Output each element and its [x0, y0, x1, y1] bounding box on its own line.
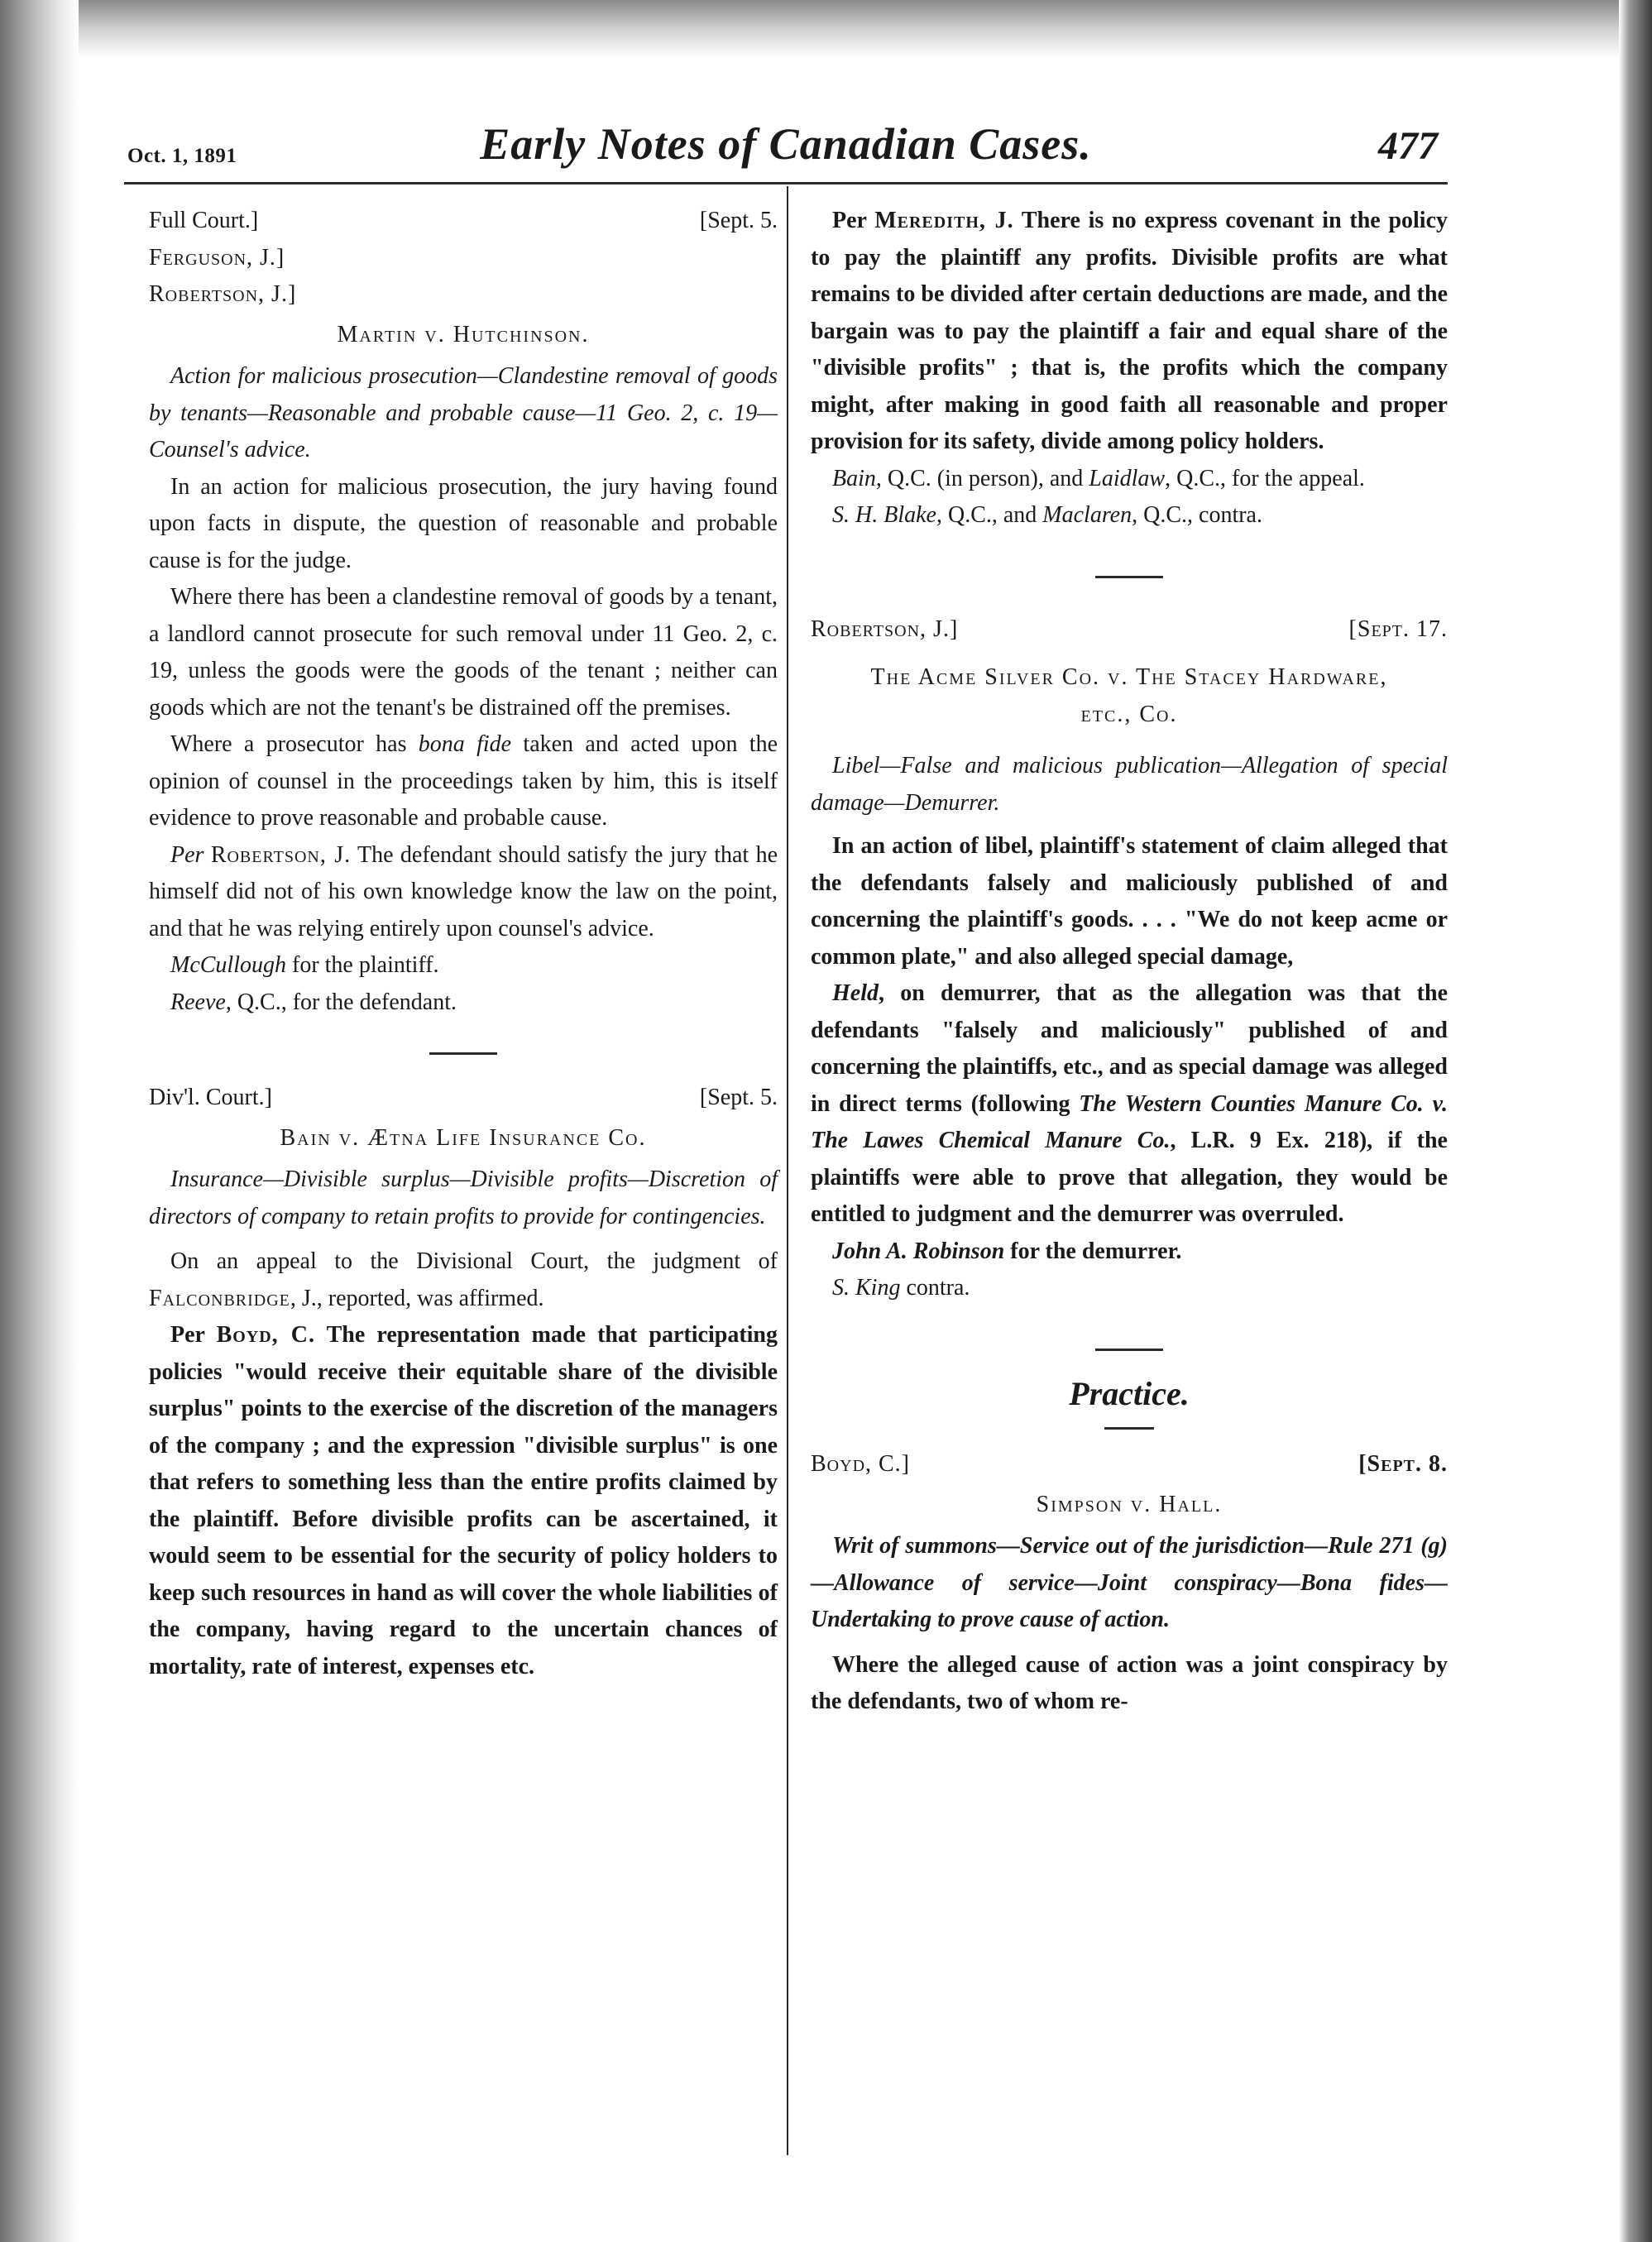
counsel-line	[811, 497, 1448, 534]
text: , Q.C., and	[936, 502, 1043, 528]
counsel-name: Bain	[832, 465, 876, 491]
case-court-line	[811, 611, 1448, 649]
per-label: Per	[832, 208, 867, 233]
scan-left-edge	[0, 0, 79, 2242]
case-date: [Sept. 5.	[699, 208, 778, 233]
paragraph: In an action for malicious prosecution, the jury having found upon facts in dispute, the question of reasonable and probable cause is for the judge.	[149, 473, 778, 573]
judge-label: Robertson, J.]	[811, 616, 959, 642]
case-date: [Sept. 17.	[1348, 616, 1448, 642]
per-label: Per	[170, 841, 204, 868]
case-date: [Sept. 5.	[699, 1085, 778, 1110]
section-rule	[429, 1052, 497, 1055]
case-headnote: Libel—False and malicious publication—Allegation of special damage—Demurrer.	[811, 753, 1448, 816]
held-label: Held	[832, 980, 879, 1006]
text: The defendant should satisfy the jury that he himself did not of his own knowledge know the law on the point, and that he was relying entirely upon counsel's advice.	[149, 841, 778, 941]
paragraph: Where there has been a clandestine removal of goods by a tenant, a landlord cannot prosecute for such removal under 11 Geo. 2, c. 19, unless the goods were the goods of the tenant ; neither can goods which are not the tenant's be distrained off the premises.	[149, 584, 778, 721]
text: , Q.C. (in person), and	[875, 465, 1089, 491]
counsel-name: John A. Robinson	[832, 1238, 1005, 1264]
paragraph: In an action of libel, plaintiff's statement of claim alleged that the defendants falsely and maliciously published of and concerning the plaintiff's goods. . . . "We do not keep acme or common plate," and also alleged special damage,	[811, 833, 1448, 970]
document-page	[124, 79, 1448, 2172]
text: , Q.C., for the defendant.	[225, 989, 457, 1015]
scan-right-edge	[1619, 0, 1652, 2242]
italic-text: bona fide	[418, 731, 512, 757]
text: , on demurrer, that as the allegation was that the defendants "falsely and maliciously" published of and concerning the plaintiffs, etc., and as special damage was alleged in direct terms (following	[811, 980, 1448, 1117]
judge-opinion	[149, 1317, 778, 1685]
section-rule	[1095, 576, 1163, 578]
text: taken and acted upon the opinion of counsel in the proceedings taken by him, this is itself evidence to prove reasonable and probable cause.	[149, 731, 778, 831]
text: The representation made that participating policies "would receive their equitable share of the divisible surplus" points to the exercise of the discretion of the managers of the company ; and the expression "divisible surplus" is one that refers to something less than the entire profits claimed by the plaintiff. Before divisible profits can be ascertained, it would seem to be essential for the security of policy holders to keep such resources in hand as will cover the whole liabilities of the company, having regard to the uncertain chances of mortality, rate of interest, expenses etc.	[149, 1322, 778, 1679]
text: , Q.C., for the appeal.	[1165, 465, 1365, 491]
section-rule	[1095, 1349, 1163, 1351]
case-headnote: Insurance—Divisible surplus—Divisible profits—Discretion of directors of company to retain profits to provide for contingencies.	[149, 1167, 778, 1229]
judge-name: Falconbridge	[149, 1285, 290, 1311]
right-column	[811, 203, 1448, 1721]
counsel-line	[811, 461, 1448, 498]
text: for the demurrer.	[1004, 1238, 1182, 1264]
case-headnote: Writ of summons—Service out of the jurisdiction—Rule 271 (g)—Allowance of service—Joint conspiracy—Bona fides—Undertaking to prove cause of action.	[811, 1533, 1448, 1632]
case-title: Martin v. Hutchinson.	[337, 321, 590, 347]
judge-opinion	[811, 203, 1448, 461]
text: , J., reported, was affirmed.	[290, 1285, 544, 1311]
counsel-name: Reeve	[170, 989, 226, 1015]
case-court-line	[149, 203, 778, 240]
counsel-name: Laidlaw	[1089, 465, 1166, 491]
cited-case: The Western Counties Manure Co. v. The Lawes Chemical Manure Co.	[811, 1090, 1448, 1153]
case-title: Bain v. Ætna Life Insurance Co.	[280, 1124, 647, 1151]
counsel-line	[149, 984, 778, 1022]
page-title: Early Notes of Canadian Cases.	[480, 119, 1092, 169]
judge-label: Boyd, C.]	[811, 1451, 911, 1477]
case-court-line	[811, 1446, 1448, 1483]
text: , Q.C., contra.	[1132, 502, 1262, 528]
case-court-line	[149, 1080, 778, 1117]
paragraph	[149, 726, 778, 837]
counsel-name: S. H. Blake	[832, 502, 936, 528]
left-column	[149, 203, 778, 1685]
text: Where a prosecutor has	[170, 731, 419, 757]
section-rule	[1104, 1427, 1154, 1430]
text: There is no express covenant in the policy to pay the plaintiff any profits. Divisible profits are what remains to be divided after certain deductions are made, and the bargain was to pay the plaintiff a fair and equal share of the "divisible profits" ; that is, the profits which the company might, after making in good faith all reasonable and proper provision for its safety, divide among policy holders.	[811, 208, 1448, 454]
running-head	[124, 112, 1448, 186]
judge-line: Robertson, J.]	[149, 281, 297, 307]
page-number: 477	[1378, 124, 1438, 168]
counsel-line	[149, 947, 778, 984]
column-divider	[787, 186, 788, 2155]
counsel-line	[811, 1234, 1448, 1271]
paragraph: Where the alleged cause of action was a joint conspiracy by the defendants, two of whom re-	[811, 1651, 1448, 1714]
counsel-line	[811, 1270, 1448, 1307]
judge-name: Robertson, J.	[210, 841, 352, 868]
counsel-name: McCullough	[170, 952, 286, 978]
header-rule	[124, 182, 1448, 184]
judge-name: Meredith, J.	[874, 208, 1014, 233]
per-label: Per	[170, 1322, 205, 1348]
scan-top-edge	[0, 0, 1652, 58]
court-label: Full Court.]	[149, 208, 259, 233]
case-headnote: Action for malicious prosecution—Clandestine removal of goods by tenants—Reasonable and probable cause—11 Geo. 2, c. 19—Counsel's advice.	[149, 363, 778, 462]
section-heading: Practice.	[1069, 1374, 1190, 1412]
text: contra.	[900, 1275, 970, 1301]
counsel-name: S. King	[832, 1275, 901, 1301]
header-date: Oct. 1, 1891	[127, 145, 237, 167]
paragraph	[149, 1243, 778, 1317]
judge-line: Ferguson, J.]	[149, 244, 285, 271]
case-title: Simpson v. Hall.	[1036, 1491, 1223, 1517]
judge-name: Boyd, C.	[216, 1322, 316, 1348]
judge-opinion	[149, 837, 778, 948]
case-title: The Acme Silver Co. v. The Stacey Hardware, etc., Co.	[870, 664, 1388, 727]
text: , L.R. 9 Ex. 218), if the plaintiffs were able to prove that allegation, they would be entitled to judgment and the demurrer was overruled.	[811, 1128, 1448, 1227]
case-date: [Sept. 8.	[1358, 1451, 1448, 1477]
paragraph	[811, 975, 1448, 1234]
court-label: Div'l. Court.]	[149, 1085, 272, 1110]
text: for the plaintiff.	[286, 952, 439, 978]
counsel-name: Maclaren	[1042, 502, 1132, 528]
text: On an appeal to the Divisional Court, the judgment of	[170, 1248, 778, 1274]
